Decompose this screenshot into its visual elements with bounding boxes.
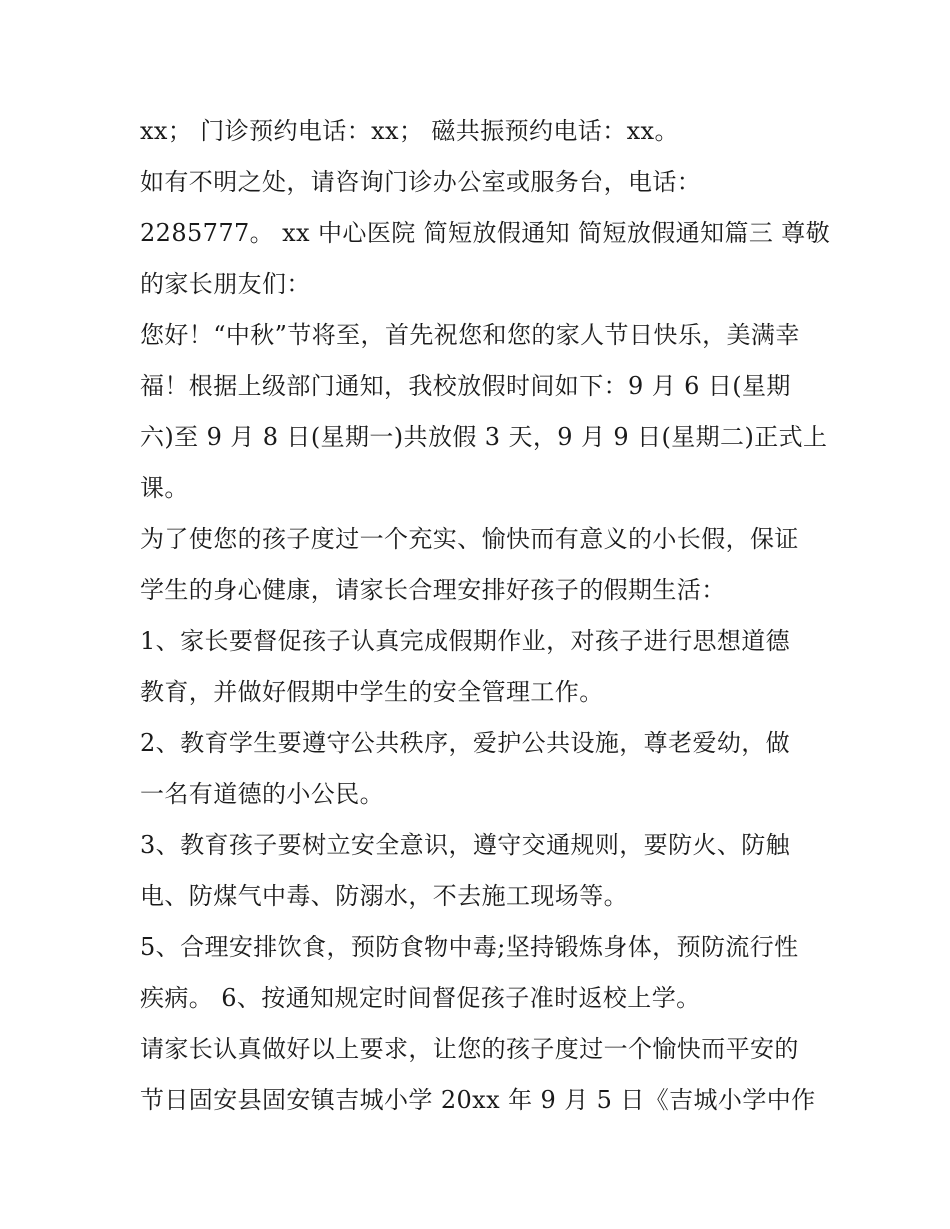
text-line: 课。 (140, 474, 189, 502)
text-line: 您好！“中秋”节将至，首先祝您和您的家人节日快乐，美满幸 (140, 321, 800, 349)
text-line: 教育，并做好假期中学生的安全管理工作。 (140, 678, 604, 706)
text-line: xx； 门诊预约电话：xx； 磁共振预约电话：xx。 (140, 117, 679, 145)
text-line: 2、教育学生要遵守公共秩序，爱护公共设施，尊老爱幼，做 (140, 729, 791, 757)
text-line: 学生的身心健康，请家长合理安排好孩子的假期生活： (140, 576, 726, 604)
text-line: 节日固安县固安镇吉城小学 20xx 年 9 月 5 日《吉城小学中作 (140, 1086, 816, 1114)
document-body (140, 106, 830, 1126)
text-line: 1、家长要督促孩子认真完成假期作业，对孩子进行思想道德 (140, 627, 791, 655)
text-line: 请家长认真做好以上要求，让您的孩子度过一个愉快而平安的 (140, 1035, 799, 1063)
text-line: 的家长朋友们： (140, 270, 311, 298)
text-line: 福！根据上级部门通知，我校放假时间如下：9 月 6 日(星期 (140, 372, 791, 400)
text-line: 六)至 9 月 8 日(星期一)共放假 3 天，9 月 9 日(星期二)正式上 (140, 423, 828, 451)
text-line: 一名有道德的小公民。 (140, 780, 384, 808)
text-line: 疾病。 6、按通知规定时间督促孩子准时返校上学。 (140, 984, 701, 1012)
text-line: 电、防煤气中毒、防溺水，不去施工现场等。 (140, 882, 628, 910)
text-line: 3、教育孩子要树立安全意识，遵守交通规则，要防火、防触 (140, 831, 791, 859)
text-line: 2285777。 xx 中心医院 简短放假通知 简短放假通知篇三 尊敬 (140, 219, 830, 247)
text-line: 如有不明之处，请咨询门诊办公室或服务台，电话： (140, 168, 702, 196)
text-line: 5、合理安排饮食，预防食物中毒;坚持锻炼身体，预防流行性 (140, 933, 799, 961)
text-line: 为了使您的孩子度过一个充实、愉快而有意义的小长假，保证 (140, 525, 799, 553)
